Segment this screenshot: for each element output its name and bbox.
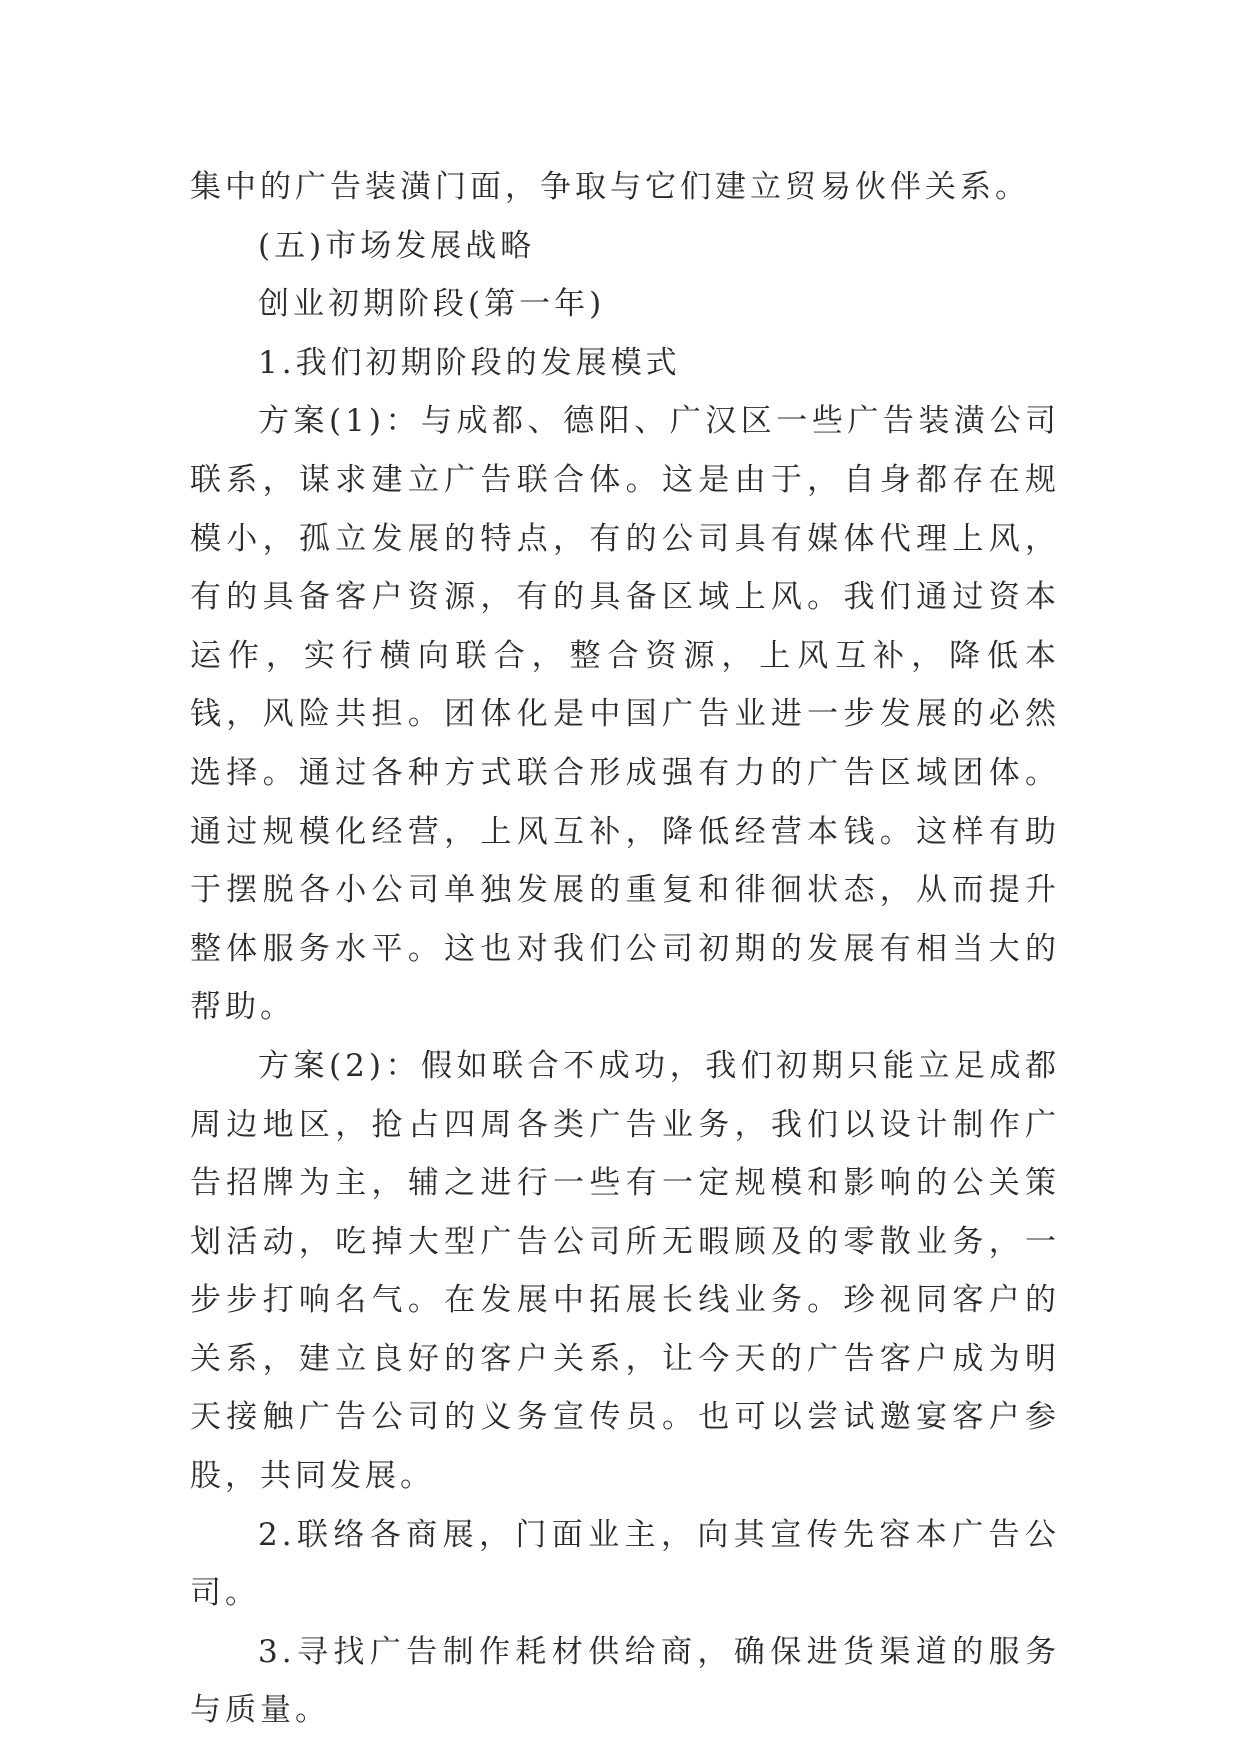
subheading-initial-stage: 创业初期阶段(第一年) [258,286,606,323]
list-item-2: 2.联络各商展，门面业主，向其宣传先容本广告公司。 [190,1516,1060,1612]
paragraph-plan-2: 方案(2)：假如联合不成功，我们初期只能立足成都周边地区，抢占四周各类广告业务，我们以设计制作广告招牌为主，辅之进行一些有一定规模和影响的公关策划活动，吃掉大型广告公司所无暇顾及的零散业务，一步步打响名气。在发展中拓展长线业务。珍视同客户的关系，建立良好的客户关系，让今天的广告客户成为明天接触广告公司的义务宣传员。也可以尝试邀宴客户参股，共同发展。 [190,1047,1060,1495]
document-body [190,158,1060,1740]
list-item-1-heading: 1.我们初期阶段的发展模式 [258,344,681,381]
section-heading-market-strategy: (五)市场发展战略 [258,227,536,264]
list-item-3: 3.寻找广告制作耗材供给商，确保进货渠道的服务与质量。 [190,1633,1060,1729]
paragraph-continuation: 集中的广告装潢门面，争取与它们建立贸易伙伴关系。 [190,169,1030,205]
paragraph-plan-1: 方案(1)：与成都、德阳、广汉区一些广告装潢公司联系，谋求建立广告联合体。这是由于，自身都存在规模小，孤立发展的特点，有的公司具有媒体代理上风，有的具备客户资源，有的具备区域上风。我们通过资本运作，实行横向联合，整合资源，上风互补，降低本钱，风险共担。团体化是中国广告业进一步发展的必然选择。通过各种方式联合形成强有力的广告区域团体。通过规模化经营，上风互补，降低经营本钱。这样有助于摆脱各小公司单独发展的重复和徘徊状态，从而提升整体服务水平。这也对我们公司初期的发展有相当大的帮助。 [190,403,1060,1026]
